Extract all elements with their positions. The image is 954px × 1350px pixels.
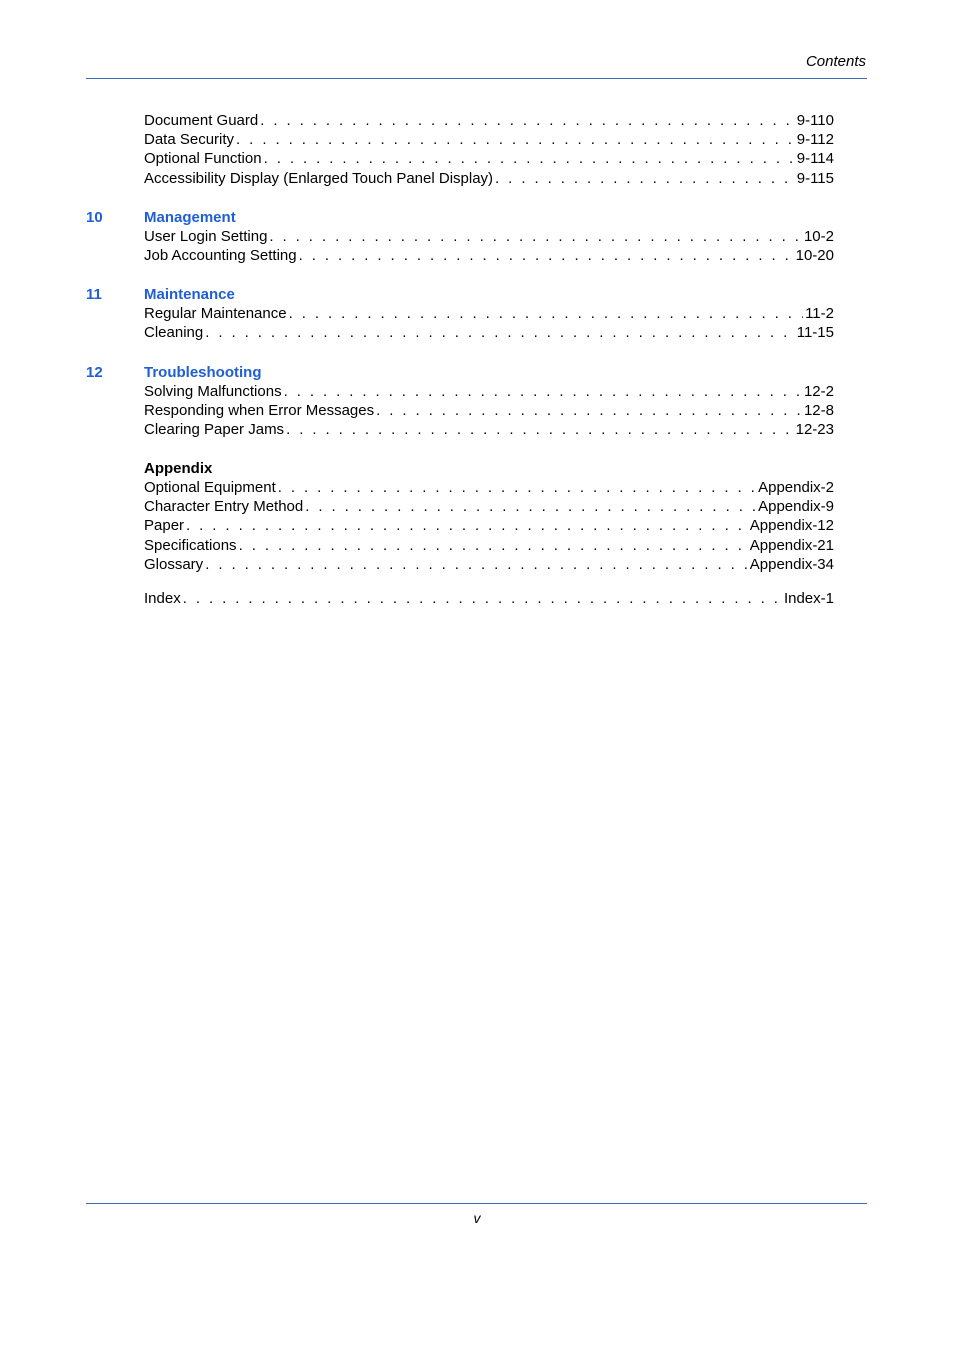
toc-entry-label: Data Security	[144, 131, 235, 149]
toc-entry[interactable]	[144, 227, 834, 246]
toc-entry-label: Index	[144, 590, 181, 607]
toc-entry[interactable]	[144, 382, 834, 401]
toc-entry-label: Solving Malfunctions	[144, 382, 282, 400]
leader-dots	[305, 497, 756, 516]
toc-entry[interactable]	[144, 111, 834, 130]
toc-entry[interactable]	[144, 589, 834, 608]
leader-dots	[289, 304, 803, 323]
toc-entry-page: Appendix-12	[749, 517, 834, 535]
leader-dots	[186, 516, 748, 535]
toc-entry-page: 9-112	[796, 131, 834, 149]
appendix-title: Appendix	[144, 460, 213, 478]
toc-entry[interactable]	[144, 420, 834, 439]
appendix-heading[interactable]	[86, 459, 834, 478]
toc-entry-page: Appendix-34	[749, 555, 834, 573]
page-header-title: Contents	[805, 53, 866, 70]
toc-entry[interactable]	[144, 323, 834, 342]
chapter-title: Maintenance	[144, 286, 235, 304]
toc-entry-page: 12-2	[803, 382, 834, 400]
leader-dots	[495, 169, 795, 188]
toc-entry-label: Optional Function	[144, 150, 262, 168]
toc-block-intro	[86, 111, 834, 188]
chapter-title: Troubleshooting	[144, 363, 262, 381]
footer-rule	[86, 1203, 867, 1204]
leader-dots	[299, 246, 794, 265]
toc-entry-label: Job Accounting Setting	[144, 246, 297, 264]
toc-entry[interactable]	[144, 516, 834, 535]
toc-entry-page: 11-2	[805, 305, 834, 323]
toc-appendix	[86, 459, 834, 574]
chapter-number: 10	[86, 208, 103, 226]
toc-entry-page: Appendix-2	[758, 479, 834, 497]
leader-dots	[205, 555, 748, 574]
leader-dots	[376, 401, 802, 420]
toc-entry-page: Index-1	[783, 590, 834, 607]
toc-entry-page: 11-15	[796, 324, 834, 342]
leader-dots	[205, 323, 795, 342]
toc-entry[interactable]	[144, 130, 834, 149]
toc-entry-label: Glossary	[144, 555, 204, 573]
toc-entry[interactable]	[144, 246, 834, 265]
leader-dots	[286, 420, 794, 439]
toc-entry-page: Appendix-21	[749, 536, 834, 554]
leader-dots	[236, 130, 795, 149]
toc-entry[interactable]	[144, 149, 834, 168]
toc-entry[interactable]	[144, 497, 834, 516]
toc-entry-label: Specifications	[144, 536, 237, 554]
toc-entry-label: Clearing Paper Jams	[144, 420, 285, 438]
chapter-heading[interactable]	[86, 208, 834, 227]
toc-index	[86, 589, 834, 608]
toc-entry[interactable]	[144, 401, 834, 420]
toc-chapter-11	[86, 285, 834, 342]
header-rule	[86, 78, 867, 79]
toc-entry[interactable]	[144, 536, 834, 555]
toc-entry-page: 9-115	[796, 169, 834, 187]
leader-dots	[264, 149, 795, 168]
toc-chapter-10	[86, 208, 834, 265]
leader-dots	[239, 536, 748, 555]
toc-entry-page: 10-2	[803, 227, 834, 245]
toc-entry-page: 12-8	[803, 401, 834, 419]
toc-entry-label: Responding when Error Messages	[144, 401, 375, 419]
toc-entry[interactable]	[144, 478, 834, 497]
chapter-title: Management	[144, 208, 236, 226]
chapter-number: 12	[86, 363, 103, 381]
chapter-number: 11	[86, 286, 102, 304]
toc-entry[interactable]	[144, 555, 834, 574]
leader-dots	[260, 111, 795, 130]
leader-dots	[284, 382, 802, 401]
table-of-contents	[86, 111, 834, 608]
toc-entry[interactable]	[144, 304, 834, 323]
toc-entry-label: User Login Setting	[144, 227, 268, 245]
chapter-number-spacer	[86, 459, 144, 478]
toc-entry[interactable]	[144, 169, 834, 188]
leader-dots	[183, 589, 782, 608]
toc-entry-page: 12-23	[795, 420, 834, 438]
toc-entry-label: Paper	[144, 517, 185, 535]
toc-entry-page: Appendix-9	[758, 498, 834, 516]
toc-chapter-12	[86, 363, 834, 440]
toc-entry-label: Optional Equipment	[144, 479, 276, 497]
leader-dots	[269, 227, 802, 246]
chapter-heading[interactable]	[86, 285, 834, 304]
toc-entry-label: Regular Maintenance	[144, 305, 287, 323]
toc-entry-label: Document Guard	[144, 112, 259, 129]
toc-entry-label: Cleaning	[144, 324, 204, 342]
toc-entry-page: 10-20	[795, 246, 834, 264]
toc-entry-page: 9-110	[796, 112, 834, 129]
toc-entry-page: 9-114	[796, 150, 834, 168]
toc-entry-label: Character Entry Method	[144, 498, 304, 516]
chapter-heading[interactable]	[86, 363, 834, 382]
leader-dots	[278, 478, 756, 497]
toc-entry-label: Accessibility Display (Enlarged Touch Panel Display)	[144, 169, 494, 187]
page-number: v	[473, 1210, 481, 1226]
